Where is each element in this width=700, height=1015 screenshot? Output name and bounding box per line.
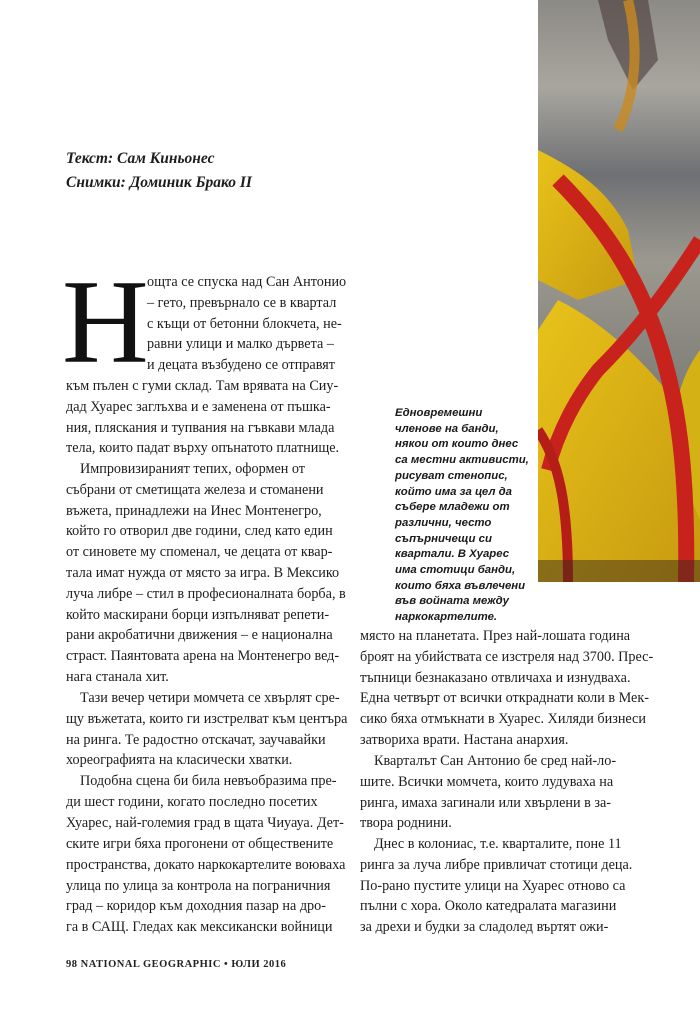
text-line: шите. Всички момчета, които лудуваха на bbox=[360, 773, 614, 790]
text-line: който маскирани борци изпълняват репети- bbox=[66, 606, 330, 623]
text-line: твора роднини. bbox=[360, 815, 452, 832]
paragraph-4 bbox=[66, 771, 344, 833]
text-line: затвориха врати. Настана анархия. bbox=[360, 731, 569, 748]
paragraph-2 bbox=[66, 459, 346, 688]
text-line: нага станала хит. bbox=[66, 668, 169, 685]
col2-paragraph-1 bbox=[360, 626, 654, 751]
text-line: По-рано пустите улици на Хуарес отново са bbox=[360, 877, 626, 894]
text-line: ринга за луча либре привличат стотици деца. bbox=[360, 856, 633, 873]
drop-cap: Н bbox=[62, 255, 149, 388]
mural-photo bbox=[538, 0, 700, 582]
text-line: сико бяха отмъкнати в Хуарес. Хиляди бизнеси bbox=[360, 711, 646, 728]
text-line: въжета, принадлежи на Инес Монтенегро, bbox=[66, 502, 322, 519]
text-line: улица по улица за контрола на пограничния bbox=[66, 877, 331, 894]
text-line: хореографията на класически хватки. bbox=[66, 752, 293, 769]
page-footer: 98 NATIONAL GEOGRAPHIC • ЮЛИ 2016 bbox=[66, 959, 287, 970]
text-line: за дрехи и будки за сладолед въртят ожи- bbox=[360, 919, 609, 936]
photo-credit: Снимки: Доминик Брако II bbox=[66, 174, 252, 191]
text-line: който го отворил две години, след като един bbox=[66, 523, 333, 540]
text-line: лучa либре – стил в професионалната борба, в bbox=[66, 585, 346, 602]
text-line: ди шест години, когато последно посетих bbox=[66, 793, 318, 810]
paragraph-3 bbox=[66, 688, 348, 771]
text-credit: Текст: Сам Киньонес bbox=[66, 150, 215, 167]
text-line: броят на убийствата се изстреля над 3700. Прес- bbox=[360, 648, 654, 665]
text-line: – гето, превърнало се в квартал bbox=[147, 294, 337, 311]
text-line: щу въжетата, които ги изстрелват към центъра bbox=[66, 710, 348, 727]
text-line: тала имат нужда от място за игра. В Мексико bbox=[66, 564, 340, 581]
text-line: ските игри бяха прогонени от обществените bbox=[66, 836, 334, 852]
text-line: рани акробатични движения – е национална bbox=[66, 627, 333, 644]
photo-caption: Едновремешни членове на банди, някои от които днес са местни активисти, рисуват стенопис, който има за цел да събере младежи от различни, често съпърничещи си квартали. В Хуарес има стотици банди, които бяха въвлечени във войната между наркокартелите. bbox=[395, 407, 529, 624]
text-line: и децата възбудено се отправят bbox=[147, 357, 335, 374]
text-line: страст. Паянтовата арена на Монтенегро вед- bbox=[66, 648, 340, 665]
text-line: пълни с хора. Около катедралата магазини bbox=[360, 898, 617, 915]
text-line: събрани от сметищата железа и стоманени bbox=[66, 481, 324, 498]
text-line: Импровизираният тепих, оформен от bbox=[80, 461, 305, 477]
text-line: от синовете му споменал, че децата от квар- bbox=[66, 544, 333, 561]
intro-full bbox=[66, 376, 340, 459]
text-line: с къщи от бетонни блокчета, не- bbox=[147, 315, 342, 332]
text-line: град – коридор към доходния пазар на дро- bbox=[66, 898, 326, 914]
text-line: Хуарес, най-големия град в щата Чиуауа. Дет- bbox=[66, 814, 344, 831]
text-line: тела, които падат върху опънатото платнище. bbox=[66, 440, 340, 457]
text-line: Днес в колониас, т.е. кварталите, поне 11 bbox=[374, 836, 622, 852]
text-line: га в САЩ. Гледах как мексикански войници bbox=[66, 918, 333, 935]
text-line: ощта се спуска над Сан Антонио bbox=[147, 274, 347, 290]
text-line: място на планетата. През най-лошата година bbox=[360, 628, 631, 644]
text-line: ния, пляскания и тупвания на гъвкави млада bbox=[66, 419, 335, 436]
text-line: ринга, имаха загинали или хвърлени в за- bbox=[360, 794, 612, 811]
paragraph-4-end bbox=[66, 896, 336, 938]
text-line: дад Хуарес заглъхва и е заменена от пъшка- bbox=[66, 398, 331, 415]
text-line: пространства, докато наркокартелите воюваха bbox=[66, 856, 346, 873]
text-line: към пълен с гуми склад. Там врявата на Сиу- bbox=[66, 378, 339, 394]
col2-paragraph-3 bbox=[360, 834, 632, 938]
paragraph-4-cont bbox=[66, 834, 346, 896]
intro-indented bbox=[147, 272, 347, 376]
text-line: Подобна сцена би била невъобразима пре- bbox=[80, 773, 337, 789]
text-line: равни улици и малко дървета – bbox=[147, 336, 334, 353]
text-line: тъпници безнаказано отвличаха и изнудваха. bbox=[360, 669, 631, 686]
credits bbox=[66, 147, 252, 195]
text-line: Кварталът Сан Антонио бе сред най-ло- bbox=[374, 753, 617, 769]
col2-paragraph-2 bbox=[360, 751, 632, 834]
text-line: Тази вечер четири момчета се хвърлят сре- bbox=[80, 690, 340, 706]
text-line: на ринга. Те радостно отскачат, заучавайки bbox=[66, 731, 326, 748]
text-line: Една четвърт от всички откраднати коли в Мек- bbox=[360, 690, 649, 707]
